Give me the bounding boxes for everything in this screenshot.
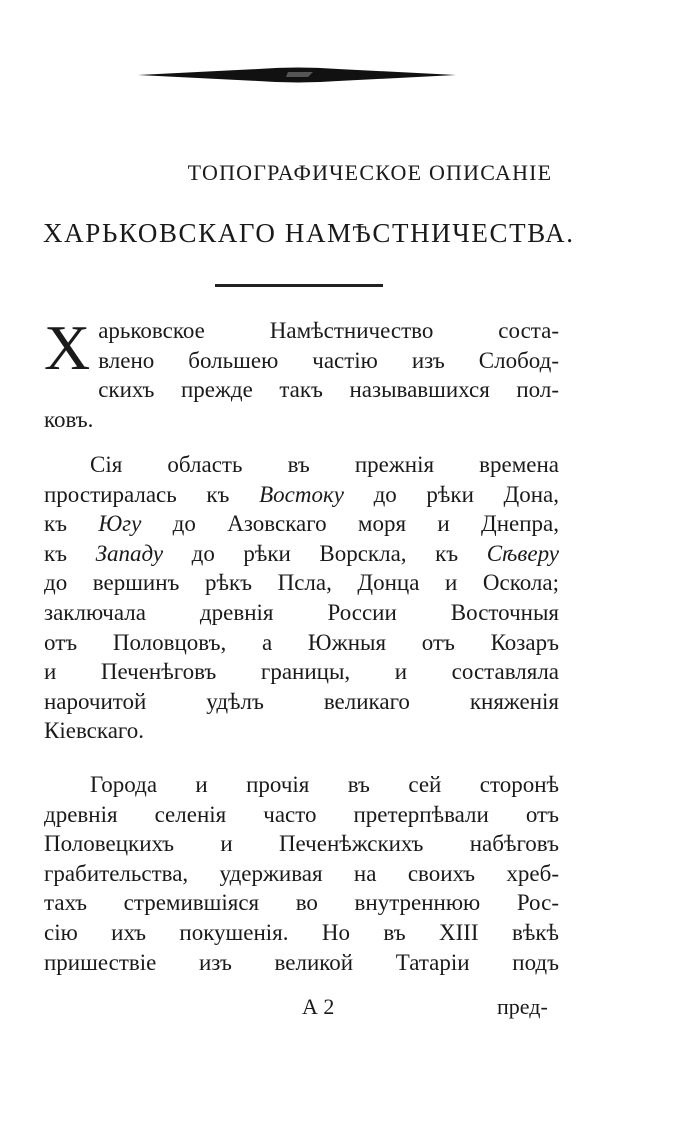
- paragraph-1: [44, 312, 559, 434]
- ornament-divider: [138, 66, 456, 84]
- text-line: грабительства, удерживая на своихъ хреб-: [44, 860, 559, 886]
- text-line: простиралась къ Востоку до рѣки Дона,: [44, 481, 559, 507]
- title-rule: [215, 284, 383, 287]
- text-line: Города и прочія въ сей сторонѣ: [90, 772, 559, 797]
- italic-place: Югу: [98, 511, 142, 537]
- text-line: отъ Половцовъ, а Южныя отъ Козаръ: [44, 629, 559, 655]
- catchword: пред-: [497, 994, 548, 1019]
- italic-place: Востоку: [259, 481, 344, 507]
- drop-cap: Х: [44, 312, 91, 383]
- text-line: къ Югу до Азовскаго моря и Днепра,: [44, 511, 559, 537]
- text-line: заключала древнія России Восточныя: [44, 599, 559, 625]
- text-line: сію ихъ покушенія. Но въ XIII вѣкѣ: [44, 919, 559, 945]
- italic-place: Сѣверу: [486, 540, 559, 566]
- text-line: древнія селенія часто претерпѣвали отъ: [44, 801, 559, 827]
- text-line: пришествіе изъ великой Татаріи подъ: [44, 949, 559, 975]
- text-line: нарочитой удѣлъ великаго княженія: [44, 688, 559, 714]
- text-line: арьковское Намѣстничество соста-: [98, 318, 559, 343]
- text-line: Сія область въ прежнія времена: [90, 452, 559, 477]
- text-line: Кіевскаго.: [44, 718, 145, 744]
- paragraph-2: [44, 450, 559, 746]
- text-line: ковъ.: [44, 406, 94, 432]
- page-title-line2: ХАРЬКОВСКАГО НАМѢСТНИЧЕСТВА.: [43, 218, 575, 248]
- page-title-line1: ТОПОГРАФИЧЕСКОЕ ОПИСАНІЕ: [187, 160, 553, 185]
- paragraph-3: [44, 770, 559, 977]
- text-line: и Печенѣговъ границы, и составляла: [44, 659, 559, 685]
- signature-mark: А 2: [302, 994, 335, 1019]
- text-line: скихъ прежде такъ называвшихся пол-: [98, 377, 559, 403]
- text-line: влено большею частію изъ Слобод-: [98, 347, 559, 373]
- text-line: тахъ стремившіяся во внутреннюю Рос-: [44, 890, 559, 916]
- text-line: къ Западу до рѣки Ворскла, къ Сѣверу: [44, 540, 559, 566]
- italic-place: Западу: [95, 540, 164, 566]
- text-line: до вершинъ рѣкъ Псла, Донца и Оскола;: [44, 570, 559, 596]
- text-line: Половецкихъ и Печенѣжскихъ набѣговъ: [44, 831, 559, 857]
